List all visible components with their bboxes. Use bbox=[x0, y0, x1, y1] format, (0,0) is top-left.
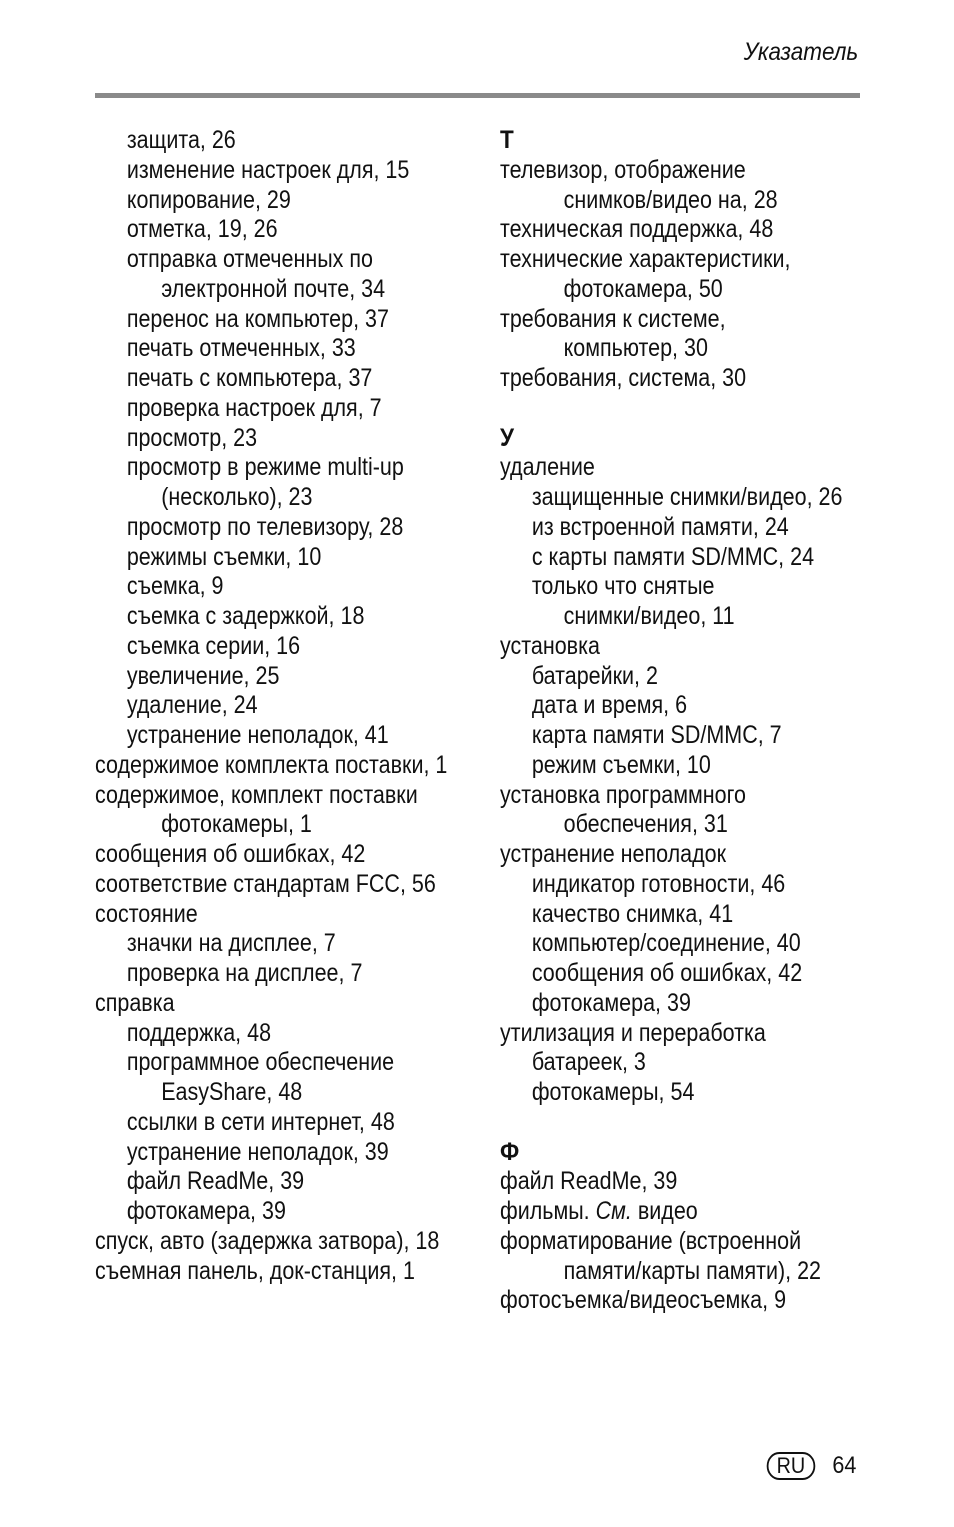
page-footer bbox=[764, 1452, 858, 1480]
index-entry: съемка, 9 bbox=[126, 572, 224, 601]
see-reference: См. bbox=[595, 1197, 632, 1225]
index-entry-text: фильмы. bbox=[500, 1197, 596, 1225]
index-entry: фотокамеры, 54 bbox=[531, 1078, 695, 1106]
index-entry: отправка отмеченных по bbox=[126, 245, 373, 273]
section-letter: Ф bbox=[500, 1137, 520, 1166]
index-entry: печать с компьютера, 37 bbox=[126, 364, 373, 392]
index-entry: просмотр в режиме multi-up bbox=[126, 453, 404, 482]
index-entry: только что снятые bbox=[531, 572, 715, 601]
index-entry: сообщения об ошибках, 42 bbox=[531, 959, 803, 987]
index-entry: ссылки в сети интернет, 48 bbox=[126, 1107, 395, 1136]
index-entry: состояние bbox=[95, 899, 198, 928]
index-entry: электронной почте, 34 bbox=[161, 274, 386, 303]
header-rule bbox=[95, 93, 860, 98]
index-entry: съемка с задержкой, 18 bbox=[126, 602, 365, 630]
index-entry: справка bbox=[95, 988, 175, 1017]
index-entry: удаление bbox=[500, 453, 595, 482]
index-column-right bbox=[500, 126, 880, 1316]
section-letter: Т bbox=[500, 126, 514, 154]
index-entry: проверка на дисплее, 7 bbox=[126, 959, 363, 987]
index-entry: устранение неполадок, 41 bbox=[126, 721, 389, 749]
index-entry: технические характеристики, bbox=[500, 245, 791, 273]
index-entry: режим съемки, 10 bbox=[531, 750, 711, 779]
index-entry: значки на дисплее, 7 bbox=[126, 929, 336, 958]
index-entry: защищенные снимки/видео, 26 bbox=[531, 483, 843, 511]
index-entry: просмотр, 23 bbox=[126, 423, 258, 452]
index-entry: файл ReadMe, 39 bbox=[126, 1167, 305, 1196]
index-entry: батареек, 3 bbox=[531, 1048, 646, 1077]
index-entry bbox=[500, 1197, 827, 1227]
section-letter: У bbox=[500, 423, 515, 452]
index-entry: снимки/видео, 11 bbox=[563, 602, 735, 630]
index-entry: проверка настроек для, 7 bbox=[126, 393, 382, 422]
index-entry: карта памяти SD/MMC, 7 bbox=[531, 721, 782, 749]
index-entry: спуск, авто (задержка затвора), 18 bbox=[95, 1226, 440, 1255]
index-entry: защита, 26 bbox=[126, 126, 236, 154]
index-entry: техническая поддержка, 48 bbox=[500, 215, 774, 244]
section-gap bbox=[500, 394, 880, 424]
index-entry: увеличение, 25 bbox=[126, 661, 280, 690]
index-entry: фотокамера, 39 bbox=[531, 988, 691, 1017]
index-entry: EasyShare, 48 bbox=[161, 1078, 303, 1106]
index-entry: фотокамера, 50 bbox=[563, 274, 723, 303]
index-entry: устранение неполадок, 39 bbox=[126, 1137, 389, 1166]
index-entry: съемная панель, док-станция, 1 bbox=[95, 1256, 415, 1285]
index-entry: устранение неполадок bbox=[500, 840, 727, 868]
index-entry: режимы съемки, 10 bbox=[126, 542, 322, 571]
index-entry: из встроенной памяти, 24 bbox=[531, 512, 789, 541]
index-entry: индикатор готовности, 46 bbox=[531, 869, 786, 898]
index-entry: с карты памяти SD/MMC, 24 bbox=[531, 542, 815, 571]
index-entry: поддержка, 48 bbox=[126, 1018, 272, 1047]
index-entry: файл ReadMe, 39 bbox=[500, 1167, 678, 1196]
index-entry: соответствие стандартам FCC, 56 bbox=[95, 869, 436, 898]
index-entry: печать отмеченных, 33 bbox=[126, 334, 356, 363]
index-entry: качество снимка, 41 bbox=[531, 899, 734, 928]
index-entry: установка программного bbox=[500, 780, 746, 809]
index-entry: изменение настроек для, 15 bbox=[126, 155, 410, 184]
index-entry: телевизор, отображение bbox=[500, 155, 746, 184]
index-entry: сообщения об ошибках, 42 bbox=[95, 840, 366, 868]
index-entry: компьютер/соединение, 40 bbox=[531, 929, 801, 958]
page-number: 64 bbox=[832, 1452, 857, 1479]
index-entry: перенос на компьютер, 37 bbox=[126, 304, 389, 333]
index-entry: снимков/видео на, 28 bbox=[563, 185, 778, 214]
index-entry: компьютер, 30 bbox=[563, 334, 708, 363]
page-title: Указатель bbox=[743, 38, 858, 66]
index-entry: дата и время, 6 bbox=[531, 691, 688, 720]
index-entry: съемка серии, 16 bbox=[126, 631, 301, 660]
index-column-left bbox=[95, 126, 475, 1286]
section-gap bbox=[500, 1108, 880, 1138]
index-entry: просмотр по телевизору, 28 bbox=[126, 512, 404, 541]
index-entry: установка bbox=[500, 631, 600, 660]
index-entry: памяти/карты памяти), 22 bbox=[563, 1256, 821, 1285]
index-entry: (несколько), 23 bbox=[161, 483, 313, 511]
index-entry: фотокамеры, 1 bbox=[161, 810, 312, 839]
index-entry: копирование, 29 bbox=[126, 185, 291, 214]
index-entry: содержимое, комплект поставки bbox=[95, 780, 418, 809]
index-entry: фотосъемка/видеосъемка, 9 bbox=[500, 1286, 787, 1315]
language-badge: RU bbox=[766, 1452, 814, 1480]
index-entry: требования, система, 30 bbox=[500, 364, 747, 392]
index-entry: обеспечения, 31 bbox=[563, 810, 728, 839]
index-entry: программное обеспечение bbox=[126, 1048, 395, 1077]
index-entry: удаление, 24 bbox=[126, 691, 258, 720]
index-entry: форматирование (встроенной bbox=[500, 1226, 802, 1255]
index-entry-suffix: видео bbox=[631, 1197, 698, 1225]
index-entry: содержимое комплекта поставки, 1 bbox=[95, 750, 448, 779]
index-entry: батарейки, 2 bbox=[531, 661, 658, 690]
index-entry: фотокамера, 39 bbox=[126, 1197, 286, 1225]
index-entry: требования к системе, bbox=[500, 304, 726, 333]
index-entry: отметка, 19, 26 bbox=[126, 215, 278, 244]
index-entry: утилизация и переработка bbox=[500, 1018, 766, 1047]
